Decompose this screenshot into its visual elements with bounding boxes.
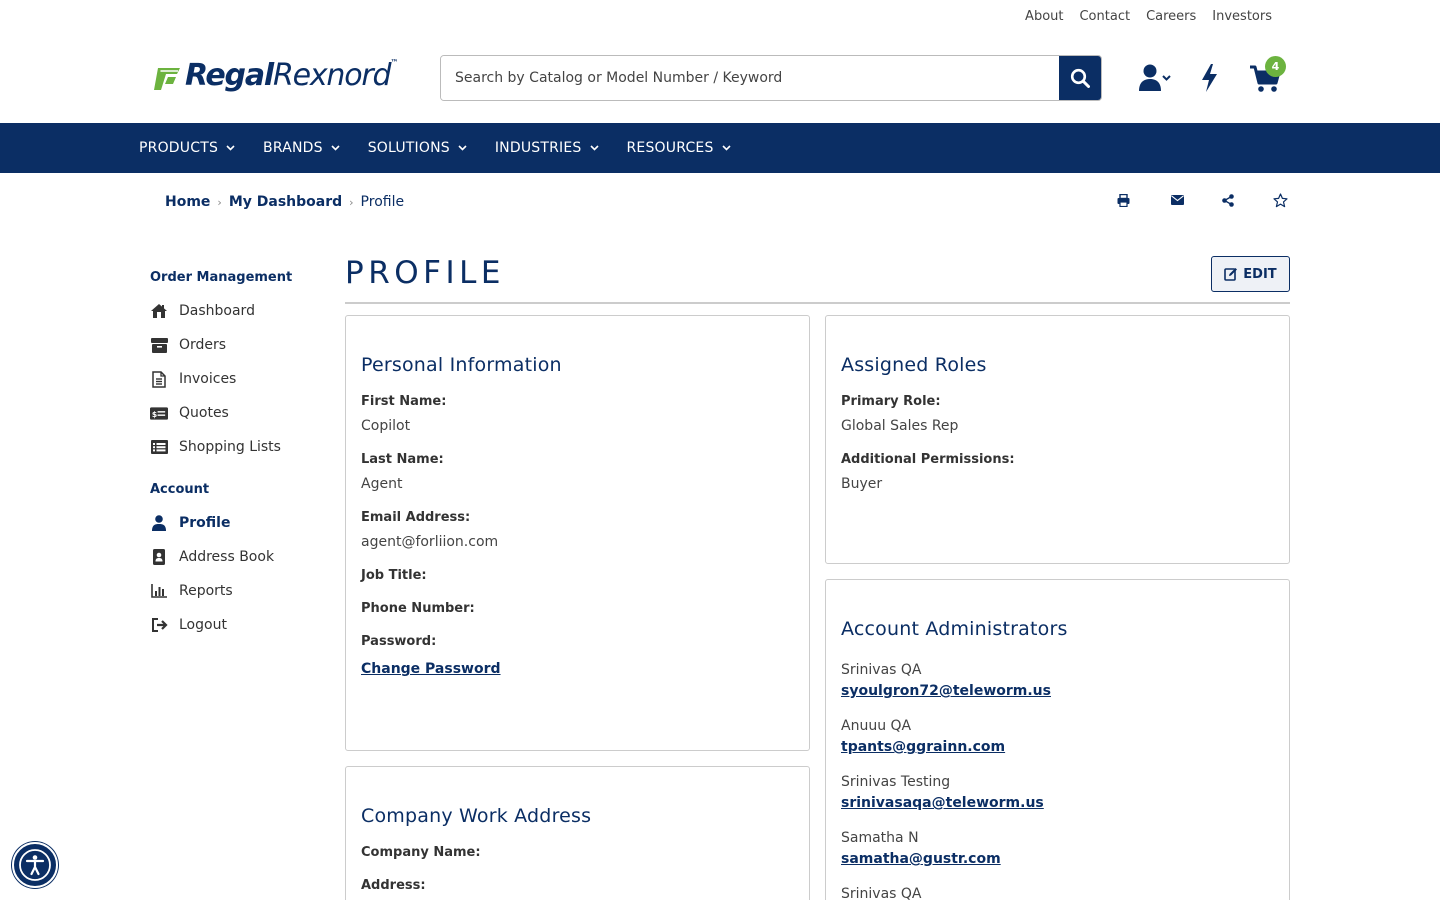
box-icon (151, 338, 168, 353)
document-icon (152, 371, 166, 388)
breadcrumb-current: Profile (360, 194, 405, 210)
sidebar-item-shopping-lists[interactable]: Shopping Lists (150, 430, 330, 464)
svg-text:$: $ (151, 409, 158, 419)
admin-name: Srinivas Testing (841, 774, 951, 790)
sidebar-item-orders[interactable]: Orders (150, 328, 330, 362)
envelope-icon (1171, 195, 1184, 205)
search-button[interactable] (1059, 55, 1101, 101)
page-title: PROFILE (345, 255, 505, 291)
assigned-roles-title: Assigned Roles (841, 354, 987, 376)
money-check-icon (150, 407, 168, 420)
admin-email-link[interactable]: syoulgron72@teleworm.us (841, 683, 1051, 699)
star-icon (1273, 193, 1288, 208)
first-name-value: Copilot (361, 418, 411, 434)
order-management-heading: Order Management (150, 270, 293, 285)
logo-mark-icon (152, 60, 182, 92)
change-password-link[interactable]: Change Password (361, 661, 501, 677)
cart-count-badge: 4 (1265, 56, 1286, 77)
user-icon (1138, 63, 1172, 93)
print-icon (1117, 194, 1130, 207)
regal-rexnord-logo[interactable] (152, 58, 397, 93)
print-button[interactable] (1113, 192, 1133, 208)
personal-information-card (345, 315, 810, 751)
additional-permissions-label: Additional Permissions: (841, 452, 1015, 467)
account-administrators-title: Account Administrators (841, 618, 1068, 640)
chevron-down-icon (722, 145, 731, 151)
nav-solutions[interactable]: SOLUTIONS (368, 140, 467, 156)
last-name-label: Last Name: (361, 452, 444, 467)
email-button[interactable] (1167, 192, 1187, 208)
sidebar-item-reports[interactable]: Reports (150, 574, 330, 608)
admin-email-link[interactable]: srinivasaqa@teleworm.us (841, 795, 1044, 811)
chevron-down-icon (590, 145, 599, 151)
chevron-right-icon: › (217, 195, 222, 209)
search-bar (440, 55, 1102, 101)
sidebar-item-invoices[interactable]: Invoices (150, 362, 330, 396)
user-icon (152, 515, 166, 531)
address-label: Address: (361, 878, 426, 893)
nav-brands[interactable]: BRANDS (263, 140, 340, 156)
breadcrumb-dashboard[interactable]: My Dashboard (228, 194, 343, 210)
search-input[interactable] (441, 56, 1059, 100)
primary-role-value: Global Sales Rep (841, 418, 959, 434)
chevron-down-icon (226, 145, 235, 151)
logout-icon (151, 618, 168, 632)
first-name-label: First Name: (361, 394, 447, 409)
chevron-down-icon (331, 145, 340, 151)
admin-entry (841, 661, 1274, 700)
breadcrumb-home[interactable]: Home (165, 194, 211, 210)
email-label: Email Address: (361, 510, 471, 525)
lightning-icon (1199, 63, 1219, 93)
careers-link[interactable]: Careers (1146, 9, 1197, 24)
password-label: Password: (361, 634, 437, 649)
admin-name: Samatha N (841, 830, 919, 846)
company-address-card (345, 766, 810, 900)
main-nav (0, 123, 1440, 173)
nav-resources[interactable]: RESOURCES (627, 140, 731, 156)
contact-link[interactable]: Contact (1079, 9, 1131, 24)
investors-link[interactable]: Investors (1212, 9, 1272, 24)
admin-entry (841, 773, 1274, 812)
home-icon (150, 303, 168, 319)
sidebar-item-logout[interactable]: Logout (150, 608, 330, 642)
favorite-button[interactable] (1270, 192, 1290, 208)
share-icon (1222, 194, 1234, 207)
share-button[interactable] (1218, 192, 1238, 208)
search-icon (1070, 68, 1090, 88)
account-sidebar (150, 270, 330, 660)
sidebar-item-quotes[interactable]: $ Quotes (151, 405, 229, 421)
admin-entry (841, 717, 1274, 756)
admin-name: Srinivas QA (841, 662, 922, 678)
list-icon (151, 440, 168, 454)
admin-email-link[interactable]: tpants@ggrainn.com (841, 739, 1006, 755)
chart-icon (151, 584, 167, 598)
admin-entry (841, 829, 1274, 868)
accessibility-icon (18, 848, 52, 882)
phone-number-label: Phone Number: (361, 601, 475, 616)
utility-nav (1025, 9, 1272, 24)
sidebar-item-profile[interactable]: Profile (150, 506, 330, 540)
title-divider (345, 302, 1290, 304)
chevron-down-icon (458, 145, 467, 151)
accessibility-button[interactable] (12, 842, 58, 888)
about-link[interactable]: About (1025, 9, 1064, 24)
admin-email-link[interactable]: samatha@gustr.com (841, 851, 1001, 867)
primary-role-label: Primary Role: (841, 394, 941, 409)
edit-button[interactable]: EDIT (1211, 256, 1290, 292)
account-heading: Account (150, 482, 210, 497)
sidebar-item-dashboard[interactable]: Dashboard (150, 294, 330, 328)
nav-industries[interactable]: INDUSTRIES (495, 140, 599, 156)
breadcrumb (165, 194, 404, 210)
admin-name: Srinivas QA (841, 886, 922, 900)
email-value: agent@forliion.com (361, 534, 499, 550)
sidebar-item-address-book[interactable]: Address Book (150, 540, 330, 574)
personal-information-title: Personal Information (361, 354, 562, 376)
admin-name: Anuuu QA (841, 718, 912, 734)
last-name-value: Agent (361, 476, 403, 492)
account-administrators-card (825, 579, 1290, 900)
nav-products[interactable]: PRODUCTS (139, 140, 235, 156)
company-address-title: Company Work Address (361, 805, 592, 827)
address-book-icon (152, 549, 166, 565)
edit-icon (1224, 267, 1238, 281)
additional-permissions-value: Buyer (841, 476, 883, 492)
job-title-label: Job Title: (361, 568, 427, 583)
company-name-label: Company Name: (361, 845, 481, 860)
chevron-right-icon: › (349, 195, 354, 209)
logo-wordmark: RegalRexnord™ (185, 58, 398, 93)
admin-entry (841, 885, 1274, 900)
account-menu-button[interactable] (1138, 63, 1172, 93)
quick-order-button[interactable] (1198, 63, 1220, 93)
assigned-roles-card (825, 315, 1290, 564)
